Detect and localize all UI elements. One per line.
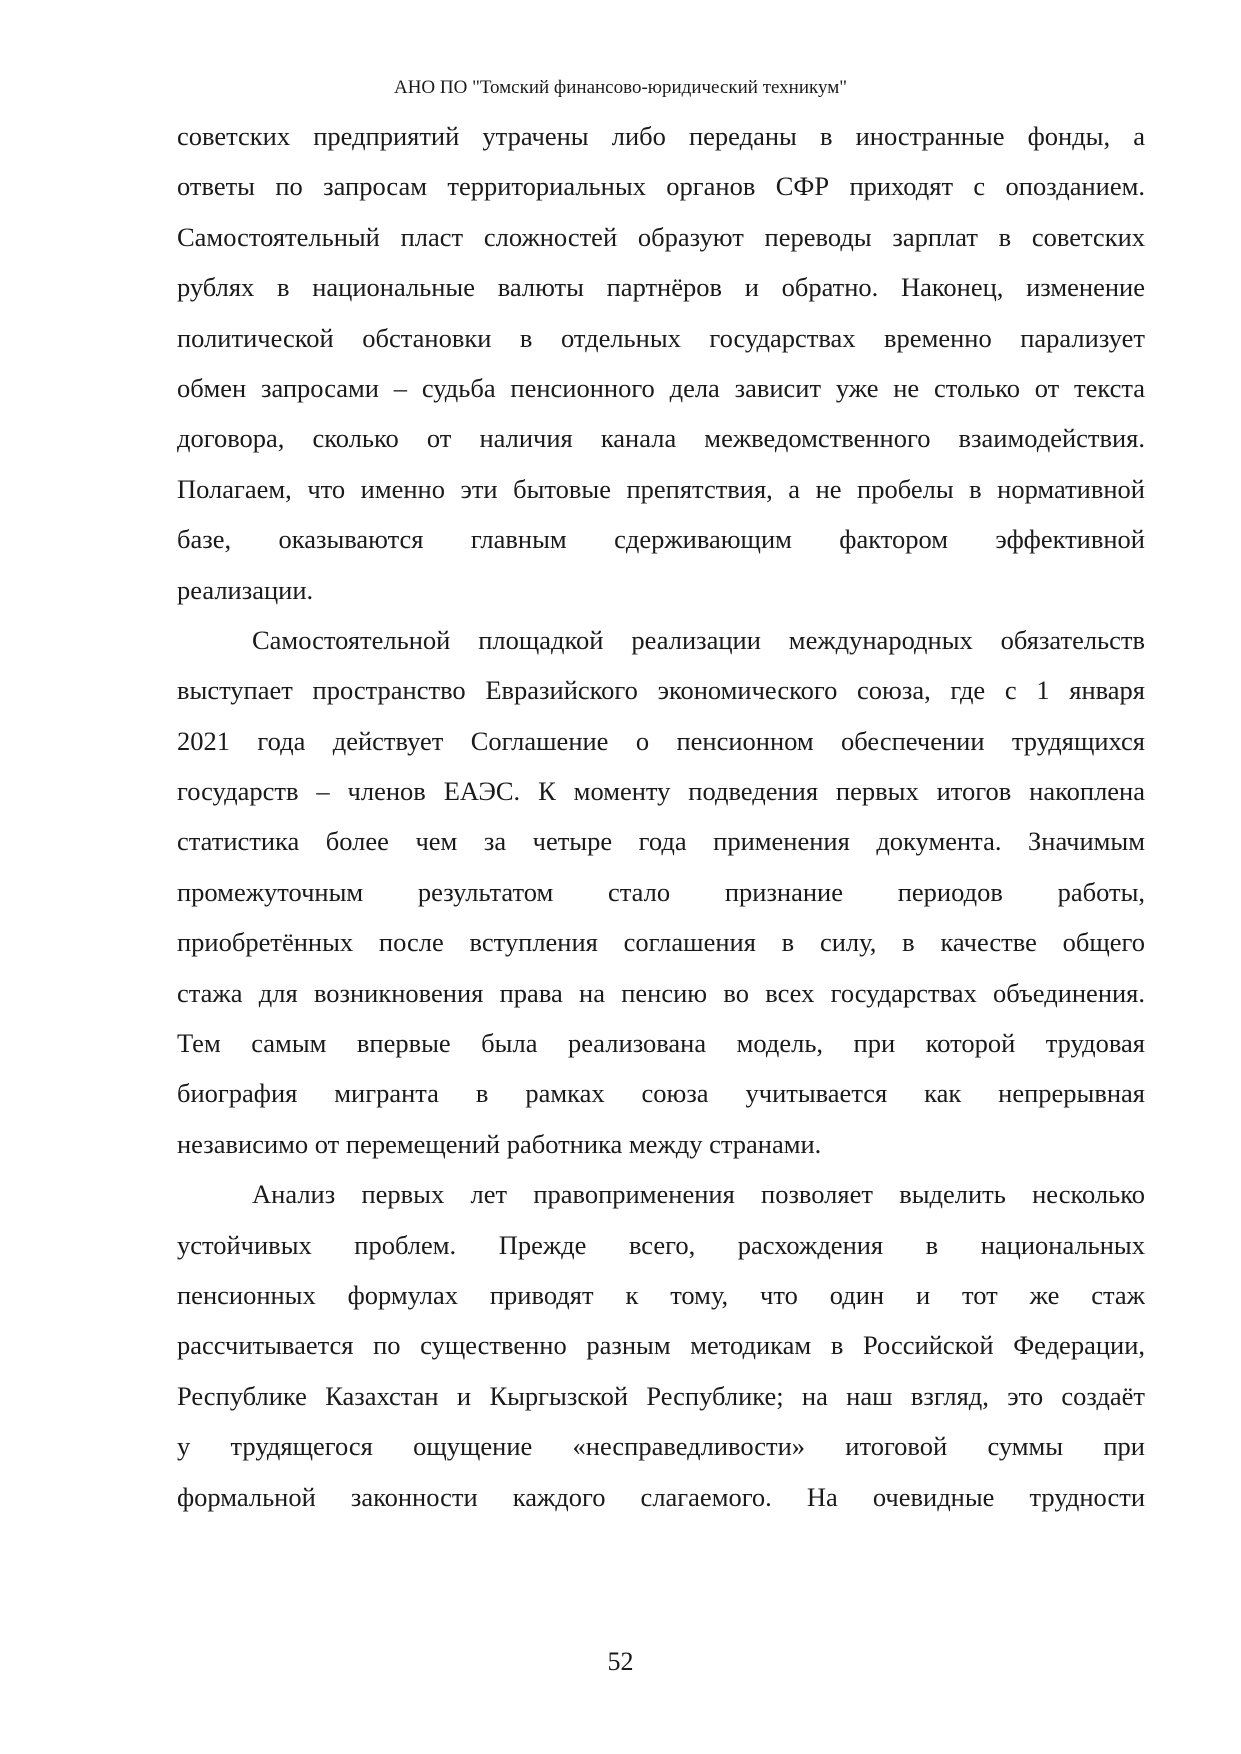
text-line: государств – членов ЕАЭС. К моменту подведения первых итогов накоплена [177,776,1145,807]
paragraph [177,615,1145,1169]
text-line: договора, сколько от наличия канала межведомственного взаимодействия. [177,423,1145,454]
text-line: выступает пространство Евразийского экономического союза, где с 1 января [177,675,1145,706]
text-line: устойчивых проблем. Прежде всего, расхождения в национальных [177,1229,1145,1260]
text-line: Самостоятельный пласт сложностей образуют переводы зарплат в советских [177,221,1145,252]
page-number: 52 [607,1647,634,1676]
text-line: промежуточным результатом стало признание периодов работы, [177,876,1145,907]
text-line: обмен запросами – судьба пенсионного дела зависит уже не столько от текста [177,372,1145,403]
text-line: рассчитывается по существенно разным методикам в Российской Федерации, [177,1330,1145,1361]
text-line: политической обстановки в отдельных государствах временно парализует [177,322,1145,353]
text-line: статистика более чем за четыре года применения документа. Значимым [177,826,1145,857]
text-line: приобретённых после вступления соглашения в силу, в качестве общего [177,927,1145,958]
text-line: формальной законности каждого слагаемого. На очевидные трудности [177,1481,1145,1512]
text-line: Анализ первых лет правоприменения позволяет выделить несколько [252,1179,1145,1210]
running-header: АНО ПО "Томский финансово-юридический техникум" [393,77,848,98]
text-line: биография мигранта в рамках союза учитывается как непрерывная [177,1078,1145,1109]
text-line: Самостоятельной площадкой реализации международных обязательств [252,624,1145,655]
text-line: 2021 года действует Соглашение о пенсионном обеспечении трудящихся [177,725,1145,756]
text-line: пенсионных формулах приводят к тому, что один и тот же стаж [177,1279,1145,1310]
text-line: ответы по запросам территориальных органов СФР приходят с опозданием. [177,171,1145,202]
paragraph [177,1169,1145,1522]
text-line: у трудящегося ощущение «несправедливости» итоговой суммы при [177,1431,1145,1462]
text-line: стажа для возникновения права на пенсию во всех государствах объединения. [177,977,1145,1008]
text-line: базе, оказываются главным сдерживающим фактором эффективной [177,524,1145,555]
paragraph [177,111,1145,615]
text-line: рублях в национальные валюты партнёров и обратно. Наконец, изменение [177,272,1145,303]
text-line: реализации. [177,574,314,605]
body-text [177,111,1145,1522]
text-line: Тем самым впервые была реализована модель, при которой трудовая [177,1028,1145,1059]
text-line: Республике Казахстан и Кыргызской Республике; на наш взгляд, это создаёт [177,1380,1145,1411]
text-line: советских предприятий утрачены либо переданы в иностранные фонды, а [177,121,1145,151]
text-line: независимо от перемещений работника между странами. [177,1128,822,1159]
text-line: Полагаем, что именно эти бытовые препятствия, а не пробелы в нормативной [177,473,1145,504]
